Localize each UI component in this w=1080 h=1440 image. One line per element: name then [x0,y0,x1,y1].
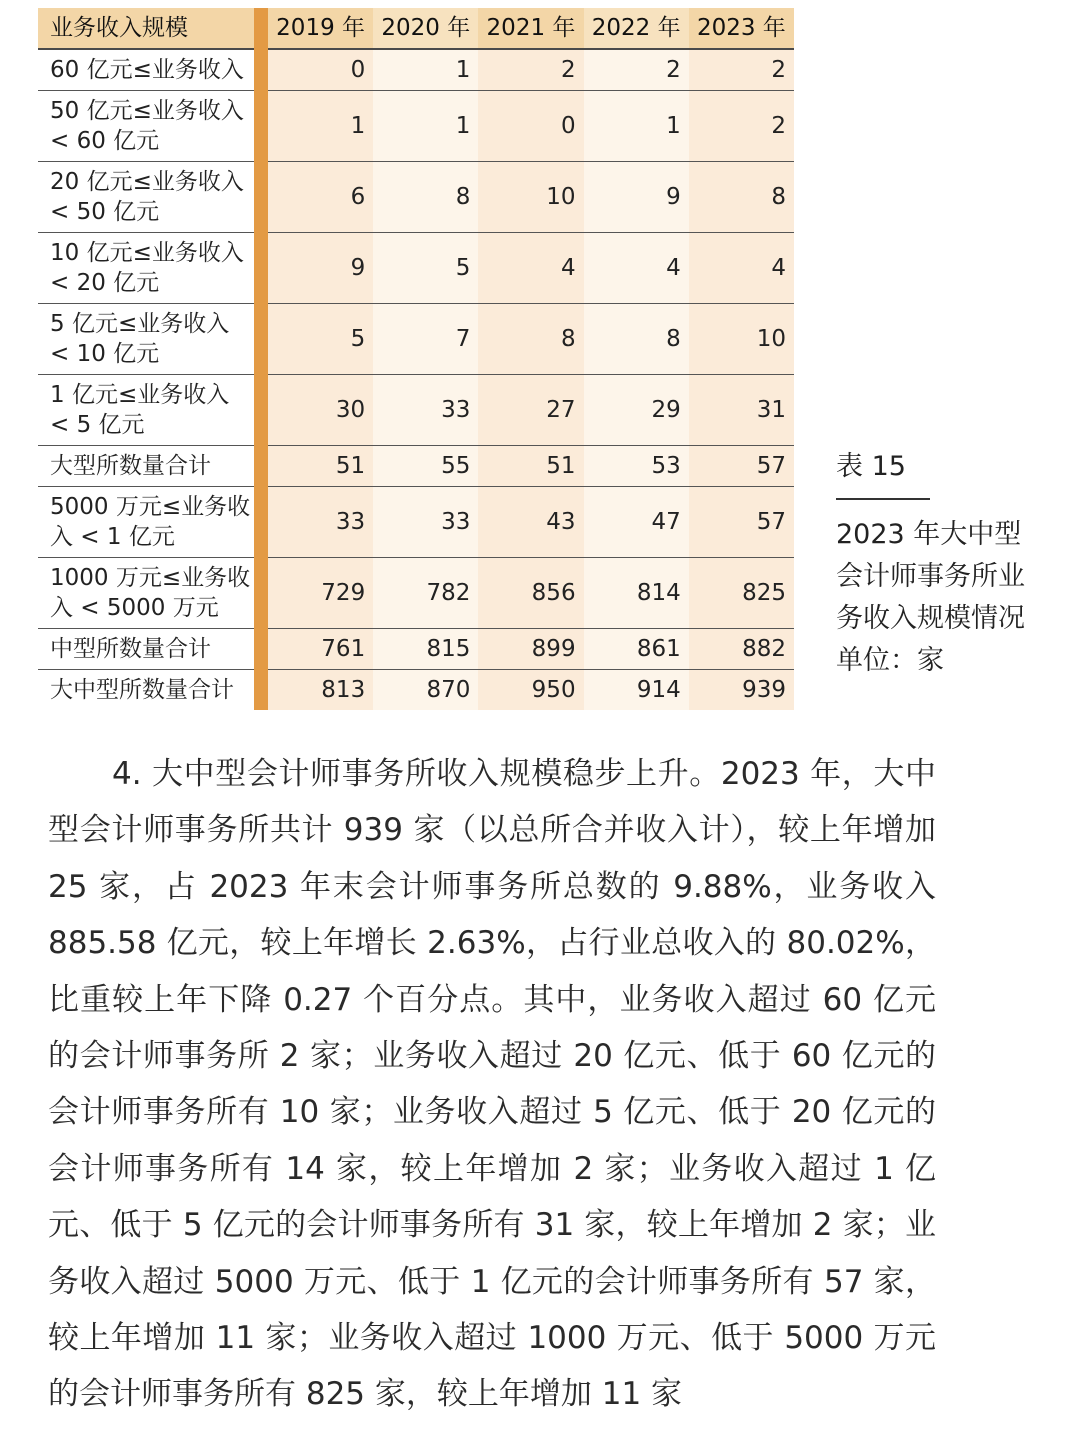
table-row [38,629,794,670]
row-label: 20 亿元≤业务收入 < 50 亿元 [38,162,254,233]
table-row [38,233,794,304]
cell-value: 6 [268,162,373,233]
header-year: 2021 年 [478,8,583,49]
table-row [38,446,794,487]
cell-value: 31 [689,375,794,446]
row-label: 5000 万元≤业务收入 < 1 亿元 [38,487,254,558]
cell-value: 8 [584,304,689,375]
cell-value: 939 [689,670,794,711]
accent-bar [254,487,268,558]
cell-value: 30 [268,375,373,446]
body-paragraph: 4. 大中型会计师事务所收入规模稳步上升。2023 年，大中型会计师事务所共计 939 家（以总所合并收入计），较上年增加 25 家，占 2023 年末会计师事务所总数的 9.88%，业务收入 885.58 亿元，较上年增长 2.63%，占行业总收入的 80.02%，比重较上年下降 0.27 个百分点。其中，业务收入超过 60 亿元的会计师事务所 2 家；业务收入超过 20 亿元、低于 60 亿元的会计师事务所有 10 家；业务收入超过 5 亿元、低于 20 亿元的会计师事务所有 14 家，较上年增加 2 家；业务收入超过 1 亿元、低于 5 亿元的会计师事务所有 31 家，较上年增加 2 家；业务收入超过 5000 万元、低于 1 亿元的会计师事务所有 57 家，较上年增加 11 家；业务收入超过 1000 万元、低于 5000 万元的会计师事务所有 825 家，较上年增加 11 家 [48,756,936,1413]
accent-bar [254,629,268,670]
cell-value: 2 [478,49,583,91]
cell-value: 2 [689,91,794,162]
cell-value: 899 [478,629,583,670]
header-label: 业务收入规模 [38,8,254,49]
table-number: 表 15 [836,451,906,482]
cell-value: 33 [373,487,478,558]
row-label: 60 亿元≤业务收入 [38,49,254,91]
accent-bar [254,162,268,233]
cell-value: 51 [478,446,583,487]
accent-bar [254,558,268,629]
accent-bar [254,446,268,487]
header-year: 2020 年 [373,8,478,49]
cell-value: 1 [584,91,689,162]
table-row [38,304,794,375]
cell-value: 5 [268,304,373,375]
cell-value: 43 [478,487,583,558]
table-row [38,670,794,711]
cell-value: 0 [478,91,583,162]
row-label: 1 亿元≤业务收入 < 5 亿元 [38,375,254,446]
table-header-row [38,8,794,49]
table-row [38,49,794,91]
cell-value: 861 [584,629,689,670]
header-year: 2019 年 [268,8,373,49]
table-row [38,558,794,629]
row-label: 大中型所数量合计 [38,670,254,711]
table-title: 2023 年大中型会计师事务所业务收入规模情况 [836,518,1025,634]
cell-value: 9 [268,233,373,304]
cell-value: 4 [584,233,689,304]
cell-value: 29 [584,375,689,446]
row-label: 10 亿元≤业务收入 < 20 亿元 [38,233,254,304]
accent-bar [254,8,268,49]
cell-value: 27 [478,375,583,446]
cell-value: 53 [584,446,689,487]
cell-value: 51 [268,446,373,487]
cell-value: 4 [478,233,583,304]
cell-value: 9 [584,162,689,233]
cell-value: 4 [689,233,794,304]
cell-value: 8 [478,304,583,375]
cell-value: 914 [584,670,689,711]
revenue-scale-table [38,8,794,710]
cell-value: 33 [268,487,373,558]
cell-value: 815 [373,629,478,670]
table-row [38,91,794,162]
cell-value: 33 [373,375,478,446]
cell-value: 55 [373,446,478,487]
cell-value: 57 [689,446,794,487]
cell-value: 2 [689,49,794,91]
cell-value: 814 [584,558,689,629]
caption-divider [836,498,930,500]
cell-value: 782 [373,558,478,629]
cell-value: 0 [268,49,373,91]
accent-bar [254,670,268,711]
accent-bar [254,375,268,446]
cell-value: 950 [478,670,583,711]
cell-value: 813 [268,670,373,711]
accent-bar [254,49,268,91]
cell-value: 1 [373,49,478,91]
cell-value: 10 [689,304,794,375]
cell-value: 761 [268,629,373,670]
accent-bar [254,304,268,375]
cell-value: 7 [373,304,478,375]
cell-value: 8 [373,162,478,233]
table-unit: 单位：家 [836,644,944,676]
header-year: 2022 年 [584,8,689,49]
row-label: 5 亿元≤业务收入 < 10 亿元 [38,304,254,375]
accent-bar [254,91,268,162]
cell-value: 10 [478,162,583,233]
row-label: 1000 万元≤业务收入 < 5000 万元 [38,558,254,629]
cell-value: 1 [373,91,478,162]
table-caption [836,448,1056,682]
cell-value: 2 [584,49,689,91]
cell-value: 47 [584,487,689,558]
cell-value: 856 [478,558,583,629]
cell-value: 8 [689,162,794,233]
accent-bar [254,233,268,304]
header-year: 2023 年 [689,8,794,49]
cell-value: 729 [268,558,373,629]
row-label: 中型所数量合计 [38,629,254,670]
table-row [38,162,794,233]
cell-value: 57 [689,487,794,558]
row-label: 50 亿元≤业务收入 < 60 亿元 [38,91,254,162]
cell-value: 882 [689,629,794,670]
cell-value: 5 [373,233,478,304]
table-row [38,375,794,446]
table-row [38,487,794,558]
cell-value: 870 [373,670,478,711]
row-label: 大型所数量合计 [38,446,254,487]
cell-value: 825 [689,558,794,629]
cell-value: 1 [268,91,373,162]
